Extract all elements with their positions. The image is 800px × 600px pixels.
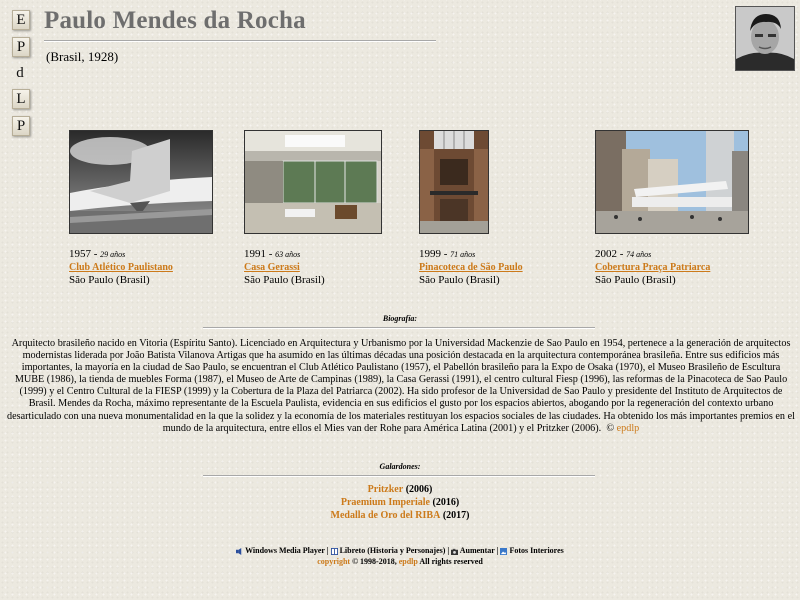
side-nav-tile-l[interactable]: L	[12, 89, 30, 109]
work-year: 1999 -	[419, 248, 451, 260]
biography-divider	[203, 327, 595, 329]
work-card-4	[595, 130, 745, 286]
work-age: 71 años	[450, 250, 476, 259]
footer-links	[0, 545, 800, 556]
footer	[0, 545, 800, 567]
side-nav-tile-p2[interactable]: P	[12, 116, 30, 136]
work-photo-casa-gerassi[interactable]	[244, 130, 382, 234]
work-location: São Paulo (Brasil)	[595, 274, 676, 286]
footer-site-link[interactable]: epdlp	[398, 557, 418, 566]
footer-link-aumentar[interactable]: Aumentar	[459, 546, 495, 555]
work-year: 1957 -	[69, 248, 101, 260]
photo-icon	[500, 548, 507, 555]
work-link-club-atletico-paulistano[interactable]: Club Atlético Paulistano	[69, 262, 173, 273]
work-link-casa-gerassi[interactable]: Casa Gerassi	[244, 262, 300, 273]
awards-heading: Galardones:	[379, 462, 421, 471]
work-location: São Paulo (Brasil)	[69, 274, 150, 286]
biography-text	[6, 338, 796, 435]
work-location: São Paulo (Brasil)	[419, 274, 500, 286]
award-year: (2017)	[442, 510, 470, 521]
footer-link-libreto[interactable]: Libreto (Historia y Personajes)	[339, 546, 446, 555]
side-nav	[12, 10, 30, 143]
award-link-medalla-riba[interactable]: Medalla de Oro del RIBA	[330, 510, 441, 521]
work-location: São Paulo (Brasil)	[244, 274, 325, 286]
camera-icon	[451, 548, 458, 555]
biography-heading: Biografía:	[382, 314, 418, 323]
award-year: (2006)	[405, 484, 433, 495]
header-divider	[44, 40, 436, 42]
copyright-symbol: ©	[606, 422, 615, 434]
speaker-icon	[236, 548, 243, 555]
work-age: 63 años	[275, 250, 301, 259]
footer-copyright-years: © 1998-2018,	[352, 557, 397, 566]
award-item	[0, 509, 800, 522]
footer-copyright-link[interactable]: copyright	[317, 557, 351, 566]
work-age: 74 años	[626, 250, 652, 259]
work-year: 1991 -	[244, 248, 276, 260]
side-nav-tile-e[interactable]: E	[12, 10, 30, 30]
work-card-2	[244, 130, 394, 286]
work-card-3	[419, 130, 569, 286]
award-item	[0, 483, 800, 496]
work-photo-cobertura-praca-patriarca[interactable]	[595, 130, 749, 234]
footer-copyright	[0, 556, 800, 567]
award-year: (2016)	[432, 497, 460, 508]
awards-list	[0, 483, 800, 522]
footer-separator: |	[326, 546, 329, 555]
work-year: 2002 -	[595, 248, 627, 260]
award-item	[0, 496, 800, 509]
awards-divider	[203, 475, 595, 477]
work-link-pinacoteca-de-sao-paulo[interactable]: Pinacoteca de São Paulo	[419, 262, 523, 273]
footer-link-fotos-interiores[interactable]: Fotos Interiores	[509, 546, 564, 555]
award-link-praemium-imperiale[interactable]: Praemium Imperiale	[340, 497, 430, 508]
biography-source-link[interactable]: epdlp	[616, 422, 640, 434]
work-age: 29 años	[100, 250, 126, 259]
work-photo-club-atletico-paulistano[interactable]	[69, 130, 213, 234]
birth-info: (Brasil, 1928)	[46, 49, 119, 64]
footer-separator: |	[447, 546, 450, 555]
work-link-cobertura-praca-patriarca[interactable]: Cobertura Praça Patriarca	[595, 262, 711, 273]
work-photo-pinacoteca-de-sao-paulo[interactable]	[419, 130, 489, 234]
work-card-1	[69, 130, 219, 286]
side-nav-tile-d[interactable]: d	[16, 65, 24, 81]
architect-portrait	[735, 6, 795, 71]
biography-body: Arquitecto brasileño nacido en Vitoria (Espíritu Santo). Licenciado en Arquitectura y Urbanismo por la Universidad Mackenzie de Sao Paulo en 1954, pertenece a la generación de arquitectos modernistas liderada por João Batista Vilanova Artigas que ha asumido en las últimas décadas una posición destacada en la arquitectura contemporánea brasileña. Entre sus edificios más importantes, la mayoría en la ciudad de Sao Paulo, se encuentran el Club Atlético Paulistano (1957), el Pabellón brasileño para la Expo de Osaka (1970), el Museo Brasileño de Escultura MUBE (1986), la tienda de muebles Forma (1987), el Museo de Arte de Campinas (1989), la Casa Gerassi (1991), el centro cultural Fiesp (1996), las reformas de la Pinacoteca de Sao Paulo (1999) y el Centro Cultural de la FIESP (1999) y la Cobertura de la Plaza del Patriarca (2002). Ha sido profesor de la Universidad de Sao Paulo y presidente del Instituto de Arquitectos de Brasil. Mendes da Rocha, máximo representante de la Escuela Paulista, evidencia en sus edificios el gusto por los espacios abiertos, abogando por la regeneración del contexto urbano desarticulado con una nueva monumentalidad en la que la solidez y la economía de los materiales restituyan los espacios sociales de las ciudades. Ha obtenido los más importantes premios en el mundo de la arquitectura, entre ellos el Mies van der Rohe para América Latina (2001) y el Pritzker (2006).	[7, 338, 795, 434]
book-icon	[331, 548, 338, 555]
award-link-pritzker[interactable]: Pritzker	[367, 484, 404, 495]
architect-name: Paulo Mendes da Rocha	[44, 7, 306, 34]
side-nav-tile-p[interactable]: P	[12, 37, 30, 57]
footer-rights: All rights reserved	[419, 557, 483, 566]
footer-separator: |	[496, 546, 499, 555]
footer-link-media-player[interactable]: Windows Media Player	[245, 546, 325, 555]
